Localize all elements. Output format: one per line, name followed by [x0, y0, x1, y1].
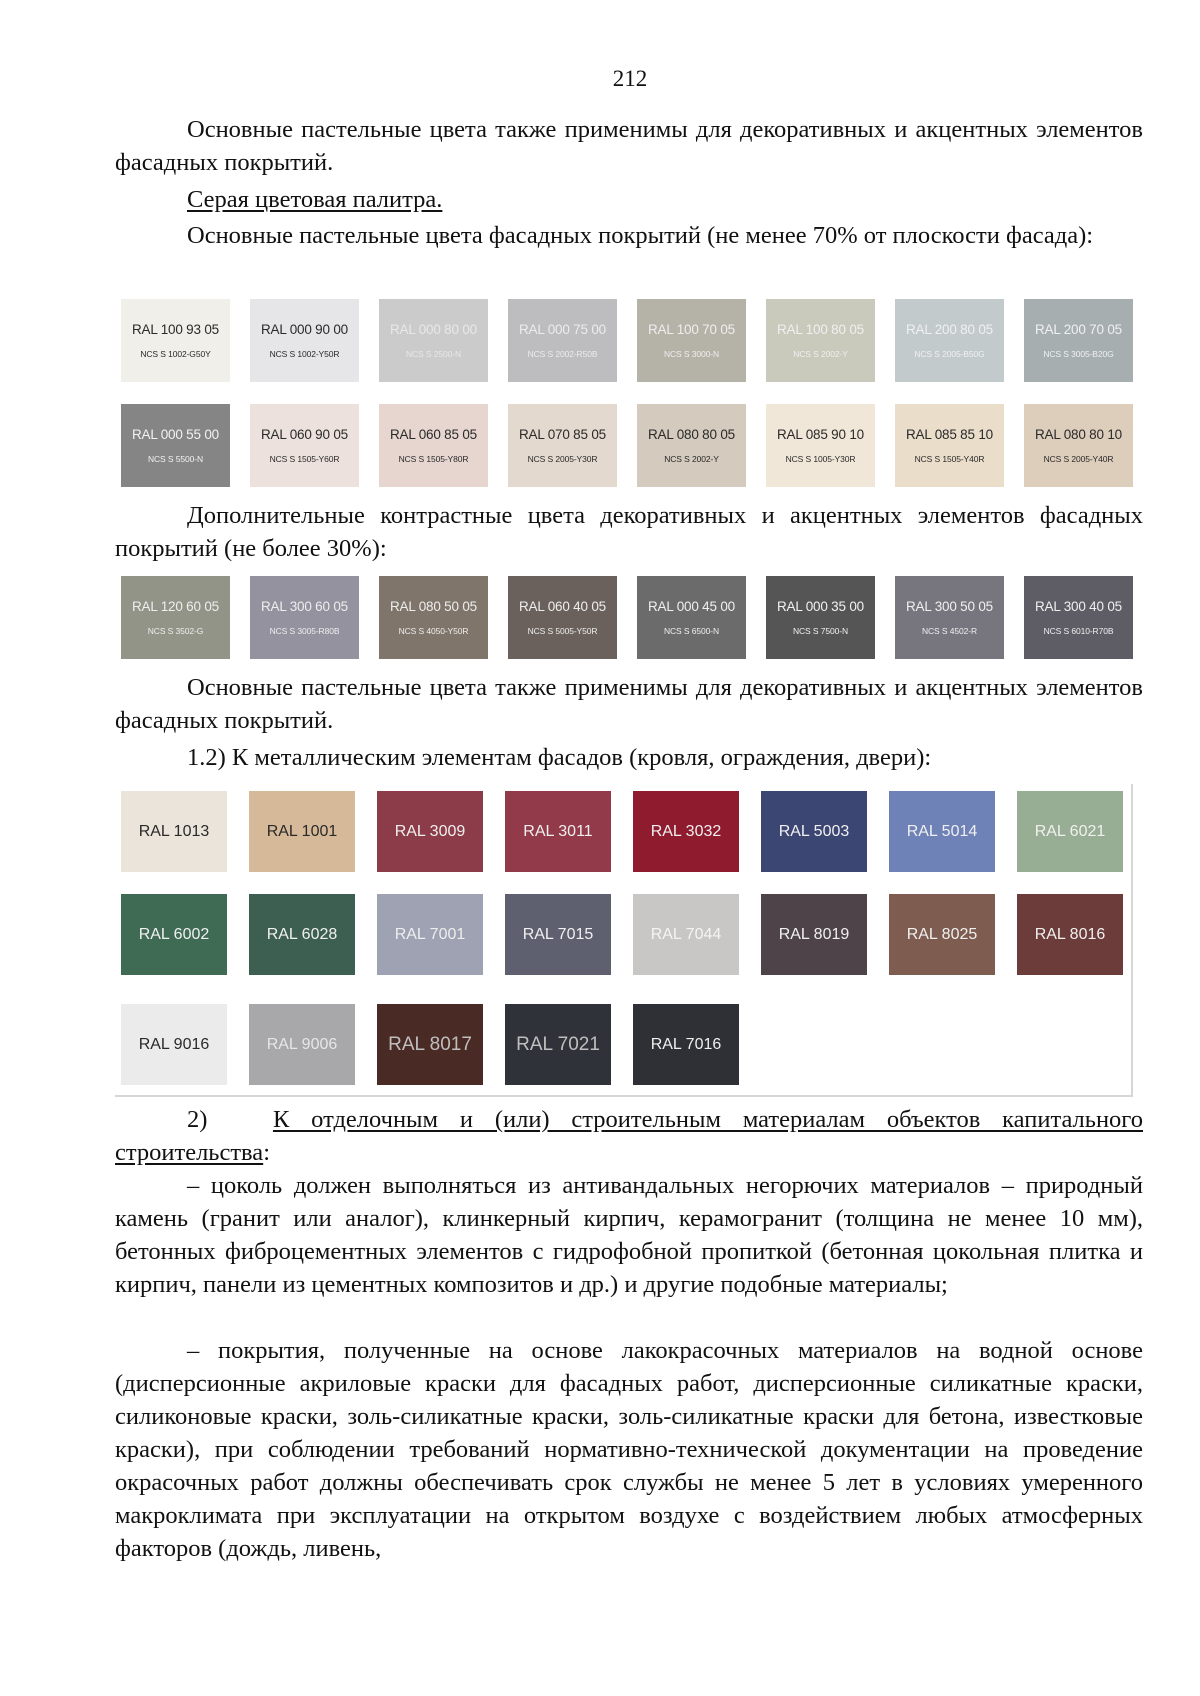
swatch-ral-code: RAL 060 85 05	[390, 427, 477, 442]
color-swatch	[379, 404, 488, 487]
swatch-ral-code: RAL 7015	[522, 925, 594, 943]
paragraph-accent: Дополнительные контрастные цвета декоративных и акцентных элементов фасадных покрытий (не более 30%):	[115, 502, 1143, 562]
swatch-ral-code: RAL 6021	[1034, 822, 1106, 840]
swatch-ncs-code: NCS S 1505-Y40R	[914, 454, 985, 464]
metal-row-2	[121, 894, 1123, 975]
swatch-ncs-code: NCS S 3000-N	[663, 349, 720, 359]
metal-color-swatch	[505, 791, 611, 872]
swatch-ncs-code: NCS S 3005-B20G	[1043, 349, 1114, 359]
swatch-ncs-code: NCS S 6500-N	[663, 626, 720, 636]
paragraph-plinth: – цоколь должен выполняться из антивандальных негорючих материалов – природный камень (гранит или аналог), клинкерный кирпич, керамогранит (толщина не менее 10 мм), бетонных фиброцементных элементов с гидрофобной пропиткой (бетонная цокольная плитка и кирпич, панели из цементных композитов и др.) и другие подобные материалы;	[115, 1172, 1143, 1298]
swatch-ral-code: RAL 7044	[650, 925, 722, 943]
paragraph-coatings: – покрытия, полученные на основе лакокрасочных материалов на водной основе (дисперсионные акриловые краски для фасадных работ, дисперсионные силикатные краски, силиконовые краски, золь-силикатные краски, золь-силикатные краски для бетона, известковые краски), при соблюдении требований нормативно-технической документации на проведение окрасочных работ должны обеспечивать срок службы не менее 5 лет в условиях умеренного макроклимата при эксплуатации на открытом воздухе с воздействием любых атмосферных факторов (дождь, ливень,	[115, 1337, 1143, 1562]
swatch-ral-code: RAL 300 60 05	[261, 599, 348, 614]
swatch-ral-code: RAL 3009	[394, 822, 466, 840]
swatch-ral-code: RAL 120 60 05	[132, 599, 219, 614]
color-swatch	[508, 576, 617, 659]
color-swatch	[250, 299, 359, 382]
metal-color-swatch	[761, 791, 867, 872]
swatch-ral-code: RAL 300 40 05	[1035, 599, 1122, 614]
swatch-ncs-code: NCS S 2005-B50G	[914, 349, 985, 359]
color-swatch	[121, 576, 230, 659]
swatch-ncs-code: NCS S 6010-R70B	[1043, 626, 1114, 636]
metal-row-1	[121, 791, 1123, 872]
swatch-ral-code: RAL 000 90 00	[261, 322, 348, 337]
swatch-ncs-code: NCS S 1505-Y80R	[398, 454, 469, 464]
metal-color-swatch	[121, 791, 227, 872]
metal-color-swatch	[889, 791, 995, 872]
swatch-ncs-code: NCS S 4050-Y50R	[398, 626, 469, 636]
color-swatch	[379, 576, 488, 659]
swatch-ncs-code: NCS S 2500-N	[405, 349, 462, 359]
swatch-ral-code: RAL 8025	[906, 925, 978, 943]
color-swatch	[766, 576, 875, 659]
metal-color-swatch	[761, 894, 867, 975]
swatch-ral-code: RAL 5003	[778, 822, 850, 840]
swatch-ral-code: RAL 200 80 05	[906, 322, 993, 337]
metal-color-swatch	[633, 791, 739, 872]
color-swatch	[121, 299, 230, 382]
metal-color-swatch	[377, 894, 483, 975]
metal-color-swatch	[121, 894, 227, 975]
color-swatch	[637, 299, 746, 382]
metal-color-swatch	[505, 1004, 611, 1085]
metal-color-swatch	[249, 1004, 355, 1085]
swatch-ral-code: RAL 100 93 05	[132, 322, 219, 337]
metal-color-swatch	[505, 894, 611, 975]
swatch-ral-code: RAL 3032	[650, 822, 722, 840]
color-swatch	[508, 404, 617, 487]
color-swatch	[379, 299, 488, 382]
color-swatch	[250, 404, 359, 487]
swatch-ral-code: RAL 100 80 05	[777, 322, 864, 337]
swatch-ral-code: RAL 000 75 00	[519, 322, 606, 337]
color-swatch	[250, 576, 359, 659]
swatch-ral-code: RAL 7021	[516, 1033, 600, 1055]
swatch-ral-code: RAL 300 50 05	[906, 599, 993, 614]
swatch-ral-code: RAL 5014	[906, 822, 978, 840]
swatch-ral-code: RAL 7001	[394, 925, 466, 943]
swatch-ncs-code: NCS S 3005-R80B	[269, 626, 340, 636]
paragraph-pastel-note: Основные пастельные цвета также применимы для декоративных и акцентных элементов фасадных покрытий.	[115, 116, 1143, 176]
swatch-ral-code: RAL 000 35 00	[777, 599, 864, 614]
swatch-ncs-code: NCS S 3502-G	[147, 626, 204, 636]
color-swatch	[508, 299, 617, 382]
metal-color-swatch	[377, 791, 483, 872]
swatch-ncs-code: NCS S 7500-N	[792, 626, 849, 636]
color-swatch	[766, 299, 875, 382]
color-swatch	[1024, 299, 1133, 382]
color-swatch	[637, 404, 746, 487]
metal-row-3	[121, 1004, 739, 1085]
metal-color-swatch	[1017, 894, 1123, 975]
swatch-row-main-1	[121, 299, 1133, 382]
swatch-ral-code: RAL 3011	[523, 822, 593, 840]
swatch-ral-code: RAL 060 90 05	[261, 427, 348, 442]
swatch-ral-code: RAL 000 55 00	[132, 427, 219, 442]
metal-color-swatch	[377, 1004, 483, 1085]
metal-color-swatch	[1017, 791, 1123, 872]
swatch-ral-code: RAL 200 70 05	[1035, 322, 1122, 337]
swatch-ral-code: RAL 060 40 05	[519, 599, 606, 614]
swatch-ral-code: RAL 085 85 10	[906, 427, 993, 442]
swatch-ncs-code: NCS S 2005-Y30R	[527, 454, 598, 464]
paragraph-main-pastel: Основные пастельные цвета фасадных покрытий (не менее 70% от плоскости фасада):	[187, 222, 1094, 249]
section-heading-gray-palette: Серая цветовая палитра.	[187, 186, 443, 213]
swatch-ncs-code: NCS S 2005-Y40R	[1043, 454, 1114, 464]
page-number: 212	[612, 66, 648, 91]
color-swatch	[1024, 404, 1133, 487]
swatch-row-main-2	[121, 404, 1133, 487]
swatch-ncs-code: NCS S 1505-Y60R	[269, 454, 340, 464]
swatch-ral-code: RAL 070 85 05	[519, 427, 606, 442]
paragraph-finishing-materials: 2) К отделочным и (или) строительным материалам объектов капитального строительства:	[115, 1106, 1143, 1166]
metal-color-swatch	[249, 894, 355, 975]
swatch-ncs-code: NCS S 1005-Y30R	[785, 454, 856, 464]
metal-color-swatch	[633, 894, 739, 975]
color-swatch	[895, 404, 1004, 487]
swatch-ral-code: RAL 085 90 10	[777, 427, 864, 442]
swatch-ncs-code: NCS S 2002-Y	[664, 454, 719, 464]
swatch-ncs-code: NCS S 1002-Y50R	[269, 349, 340, 359]
swatch-row-accent	[121, 576, 1133, 659]
swatch-ncs-code: NCS S 5005-Y50R	[527, 626, 598, 636]
swatch-ral-code: RAL 1001	[266, 822, 338, 840]
paragraph-pastel-note-2: Основные пастельные цвета также применимы для декоративных и акцентных элементов фасадных покрытий.	[115, 674, 1143, 734]
swatch-ral-code: RAL 8016	[1034, 925, 1106, 943]
swatch-ral-code: RAL 9016	[138, 1035, 210, 1053]
color-swatch	[121, 404, 230, 487]
swatch-ral-code: RAL 000 80 00	[390, 322, 477, 337]
swatch-ncs-code: NCS S 2002-Y	[793, 349, 848, 359]
color-swatch	[895, 299, 1004, 382]
swatch-ral-code: RAL 9006	[266, 1035, 338, 1053]
metal-color-swatch	[633, 1004, 739, 1085]
color-swatch	[1024, 576, 1133, 659]
swatch-ral-code: RAL 6028	[266, 925, 338, 943]
swatch-ral-code: RAL 8017	[388, 1033, 472, 1055]
swatch-ral-code: RAL 7016	[650, 1035, 722, 1053]
color-swatch	[637, 576, 746, 659]
swatch-ral-code: RAL 100 70 05	[648, 322, 735, 337]
swatch-ncs-code: NCS S 2002-R50B	[527, 349, 598, 359]
metal-color-swatch	[889, 894, 995, 975]
swatch-ral-code: RAL 8019	[778, 925, 850, 943]
color-swatch	[766, 404, 875, 487]
color-swatch	[895, 576, 1004, 659]
swatch-ncs-code: NCS S 5500-N	[147, 454, 204, 464]
swatch-ral-code: RAL 080 80 05	[648, 427, 735, 442]
metal-color-swatch	[121, 1004, 227, 1085]
metal-color-swatch	[249, 791, 355, 872]
swatch-ral-code: RAL 1013	[138, 822, 210, 840]
swatch-ral-code: RAL 000 45 00	[648, 599, 735, 614]
swatch-ral-code: RAL 080 50 05	[390, 599, 477, 614]
swatch-ncs-code: NCS S 4502-R	[921, 626, 978, 636]
swatch-ral-code: RAL 080 80 10	[1035, 427, 1122, 442]
swatch-ncs-code: NCS S 1002-G50Y	[140, 349, 211, 359]
paragraph-metal-elements: 1.2) К металлическим элементам фасадов (кровля, ограждения, двери):	[187, 744, 932, 771]
swatch-ral-code: RAL 6002	[138, 925, 210, 943]
